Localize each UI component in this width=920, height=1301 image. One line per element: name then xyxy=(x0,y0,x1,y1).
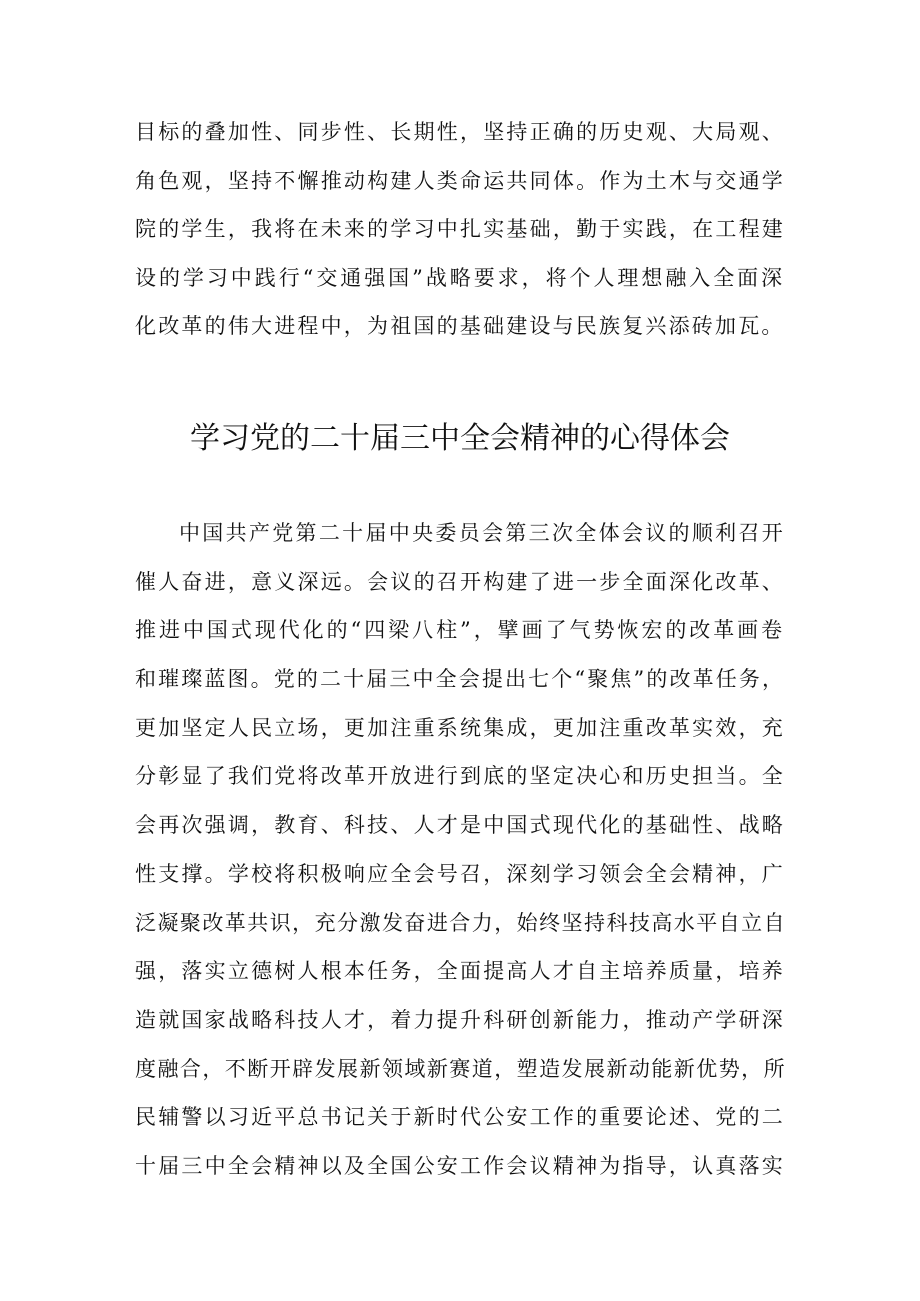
paragraph-line: 中国共产党第二十届中央委员会第三次全体会议的顺利召开 xyxy=(179,521,785,545)
paragraph-continuation xyxy=(135,117,785,360)
paragraph-line: 和璀璨蓝图。党的二十届三中全会提出七个“聚焦”的改革任务， xyxy=(135,667,785,692)
article-title: 学习党的二十届三中全会精神的心得体会 xyxy=(190,421,730,456)
paragraph-line: 推进中国式现代化的“四梁八柱”，擘画了气势恢宏的改革画卷 xyxy=(135,618,786,643)
paragraph-line: 泛凝聚改革共识，充分激发奋进合力，始终坚持科技高水平自立自 xyxy=(135,910,787,935)
paragraph-line: 目标的叠加性、同步性、长期性，坚持正确的历史观、大局观、 xyxy=(135,120,785,144)
paragraph-line: 造就国家战略科技人才，着力提升科研创新能力，推动产学研深 xyxy=(135,1007,785,1032)
paragraph-line: 院的学生，我将在未来的学习中扎实基础，勤于实践，在工程建 xyxy=(135,217,785,242)
paragraph-line: 化改革的伟大进程中，为祖国的基础建设与民族复兴添砖加瓦。 xyxy=(135,314,785,339)
paragraph-line: 角色观，坚持不懈推动构建人类命运共同体。作为土木与交通学 xyxy=(135,168,785,193)
paragraph-line: 分彰显了我们党将改革开放进行到底的坚定决心和历史担当。全 xyxy=(135,764,785,789)
paragraph-line: 催人奋进，意义深远。会议的召开构建了进一步全面深化改革、 xyxy=(135,569,785,594)
paragraph-line: 强，落实立德树人根本任务，全面提高人才自主培养质量，培养 xyxy=(135,959,785,984)
article-body xyxy=(135,518,785,1200)
paragraph-line: 更加坚定人民立场，更加注重系统集成，更加注重改革实效，充 xyxy=(135,715,785,740)
paragraph-line: 性支撑。学校将积极响应全会号召，深刻学习领会全会精神，广 xyxy=(135,861,785,886)
paragraph-line: 民辅警以习近平总书记关于新时代公安工作的重要论述、党的二 xyxy=(135,1105,785,1130)
paragraph-line: 会再次强调，教育、科技、人才是中国式现代化的基础性、战略 xyxy=(135,813,785,838)
paragraph-line: 十届三中全会精神以及全国公安工作会议精神为指导，认真落实 xyxy=(135,1153,785,1178)
paragraph-line: 度融合，不断开辟发展新领域新赛道，塑造发展新动能新优势，所 xyxy=(135,1056,787,1081)
paragraph-line: 设的学习中践行“交通强国”战略要求，将个人理想融入全面深 xyxy=(135,265,786,290)
